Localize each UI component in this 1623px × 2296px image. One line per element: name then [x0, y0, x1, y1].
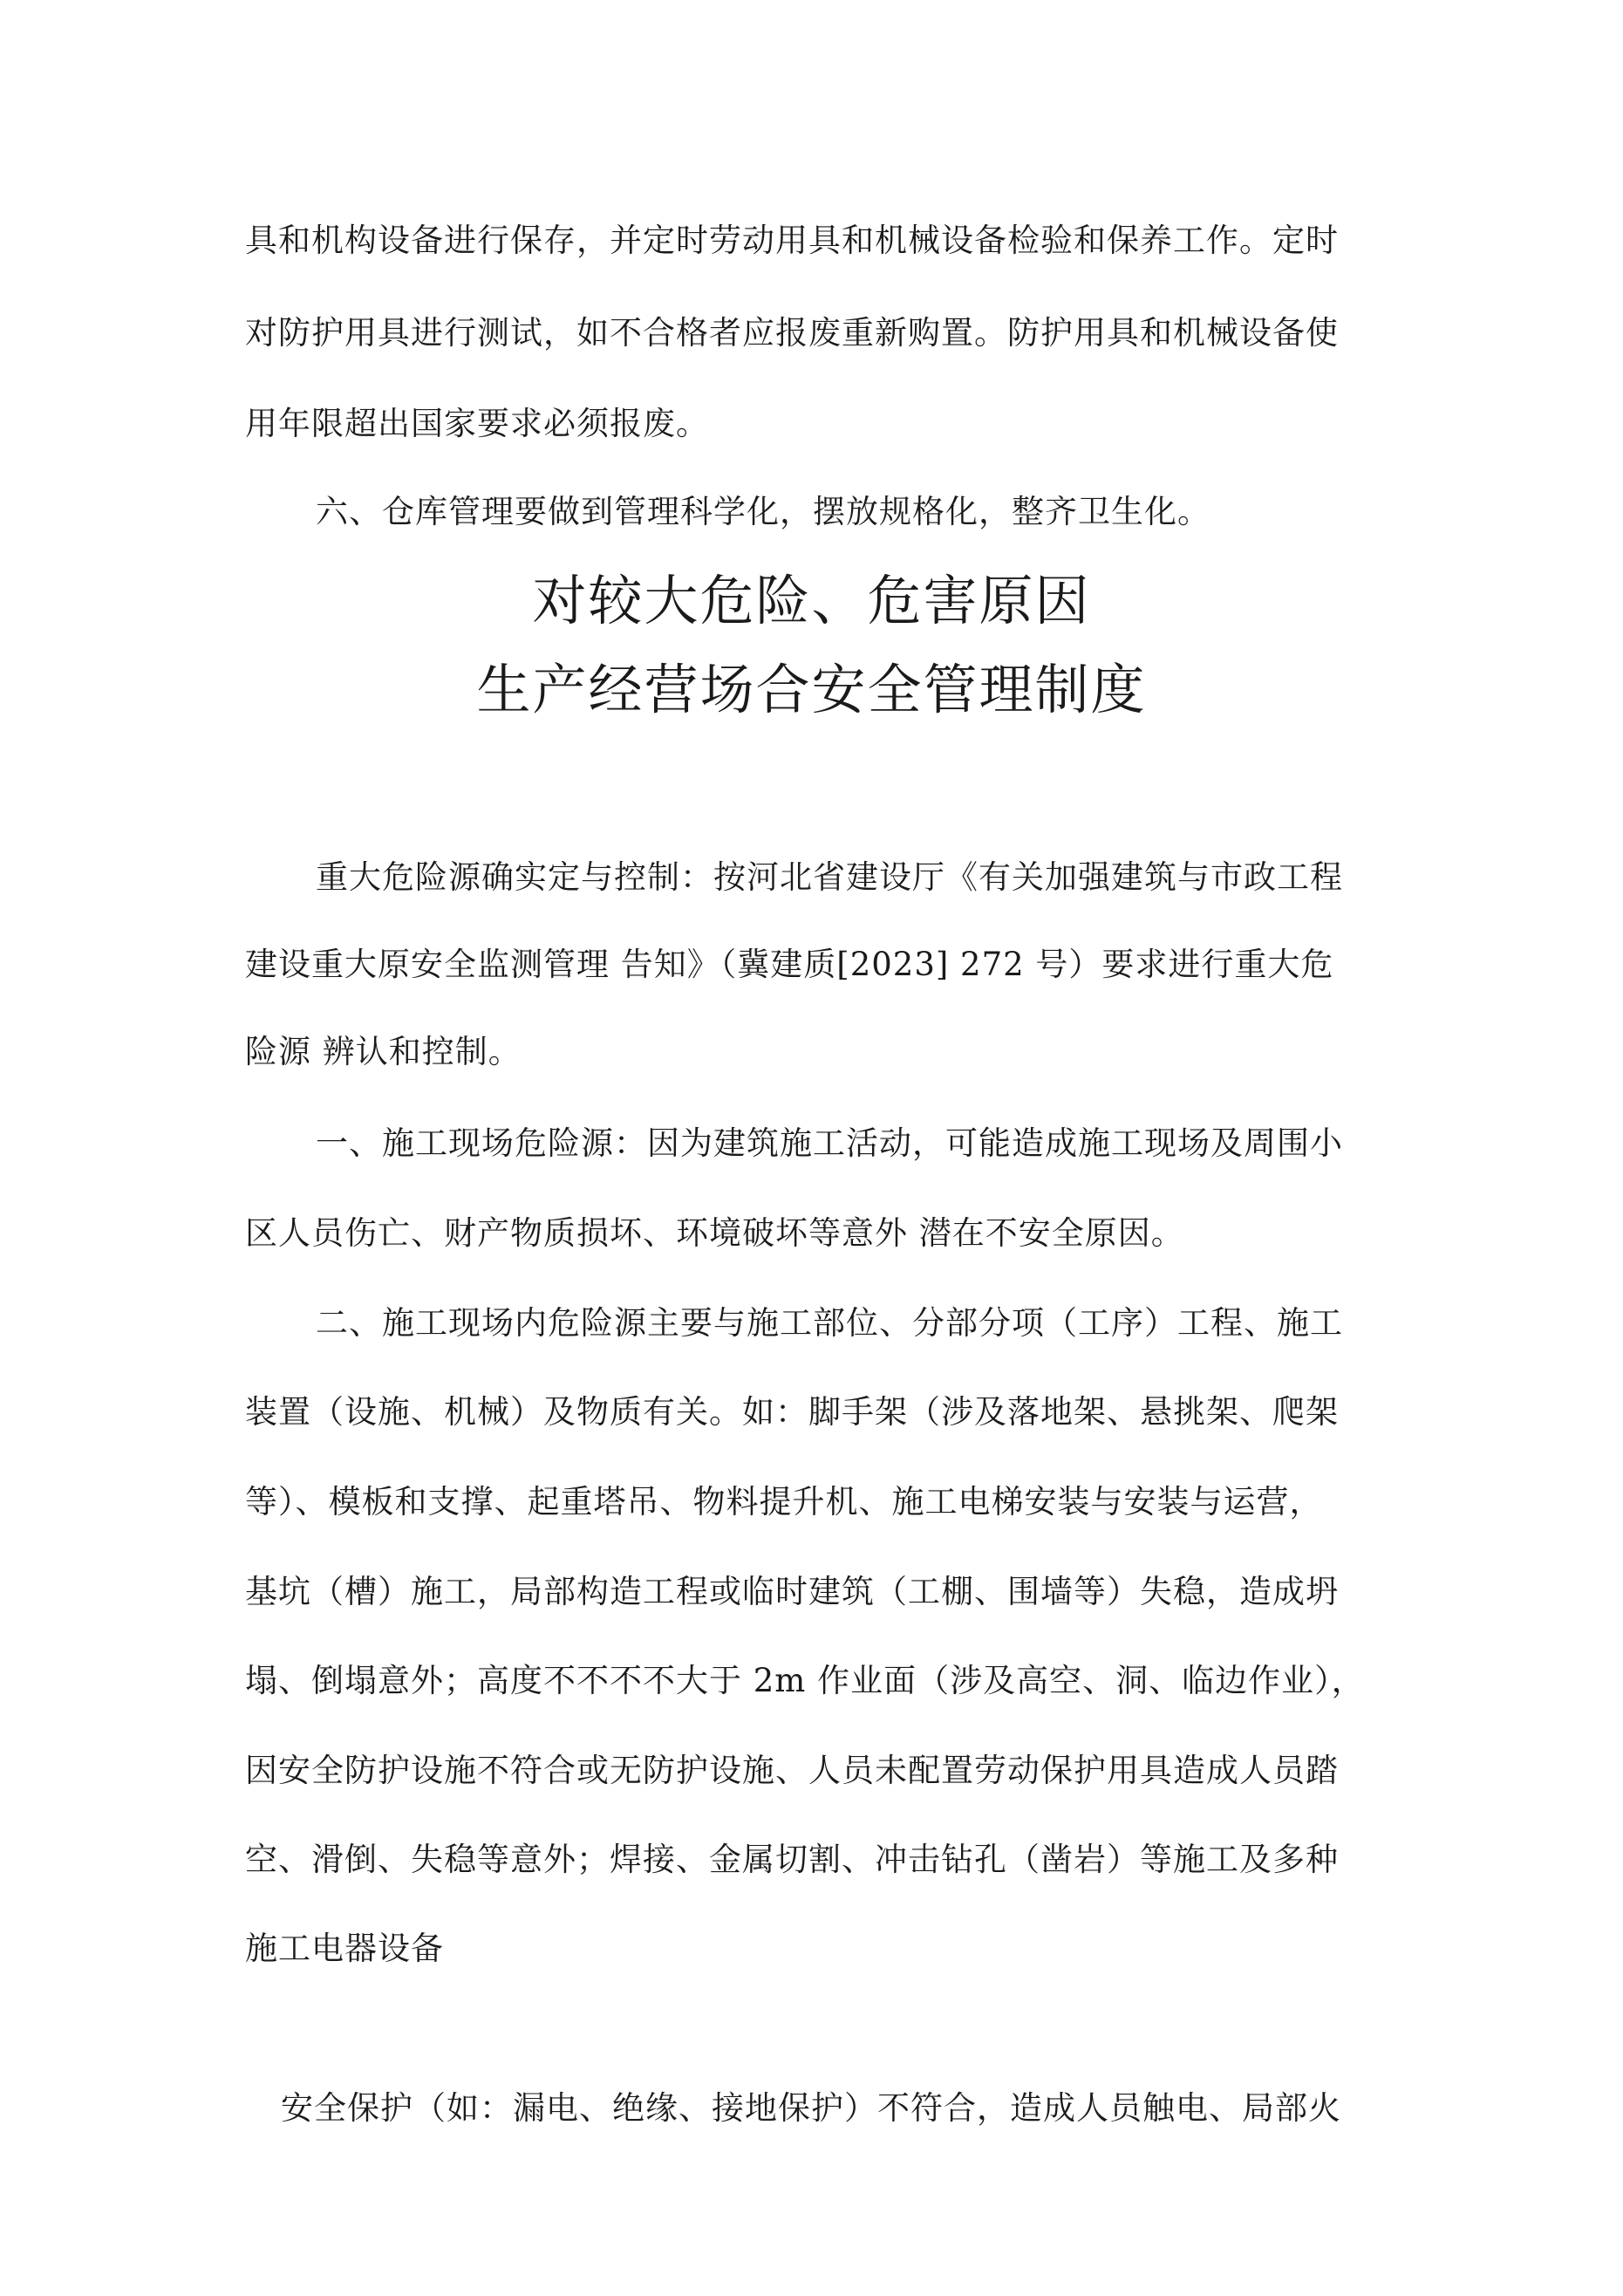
para3-line-4: 基坑（槽）施工，局部构造工程或临时建筑（工棚、围墙等）失稳，造成坍 — [245, 1573, 1339, 1610]
intro-line-2: 对防护用具进行测试，如不合格者应报废重新购置。防护用具和机械设备使 — [245, 314, 1339, 352]
para3-line-8: 施工电器设备 — [245, 1930, 444, 1967]
para4-line-1: 安全保护（如：漏电、绝缘、接地保护）不符合，造成人员触电、局部火 — [281, 2089, 1341, 2127]
item-six: 六、仓库管理要做到管理科学化，摆放规格化，整齐卫生化。 — [316, 493, 1210, 530]
para2-line-1: 一、施工现场危险源：因为建筑施工活动，可能造成施工现场及周围小 — [316, 1124, 1343, 1162]
para1-line-1: 重大危险源确实定与控制：按河北省建设厅《有关加强建筑与市政工程 — [316, 858, 1343, 896]
para1-line-3: 险源 辨认和控制。 — [245, 1033, 522, 1070]
para3-line-5: 塌、倒塌意外；高度不不不不大于 2m 作业面（涉及高空、洞、临边作业）， — [245, 1662, 1365, 1699]
para3-line-3: 等）、模板和支撑、起重塔吊、物料提升机、施工电梯安装与安装与运营， — [245, 1483, 1323, 1520]
para3-line-7: 空、滑倒、失稳等意外；焊接、金属切割、冲击钻孔（凿岩）等施工及多种 — [245, 1841, 1339, 1878]
intro-line-3: 用年限超出国家要求必须报废。 — [245, 405, 709, 442]
para3-line-6: 因安全防护设施不符合或无防护设施、人员未配置劳动保护用具造成人员踏 — [245, 1752, 1339, 1789]
para3-line-1: 二、施工现场内危险源主要与施工部位、分部分项（工序）工程、施工 — [316, 1304, 1343, 1342]
para2-line-2: 区人员伤亡、财产物质损坏、环境破坏等意外 潜在不安全原因。 — [245, 1214, 1184, 1252]
para1-line-2: 建设重大原安全监测管理 告知》（冀建质[2023] 272 号）要求进行重大危 — [245, 946, 1334, 983]
title-line-1: 对较大危险、危害原因 — [532, 569, 1091, 632]
intro-line-1: 具和机构设备进行保存，并定时劳动用具和机械设备检验和保养工作。定时 — [245, 222, 1339, 259]
para3-line-2: 装置（设施、机械）及物质有关。如：脚手架（涉及落地架、悬挑架、爬架 — [245, 1393, 1339, 1431]
title-line-2: 生产经营场合安全管理制度 — [476, 658, 1147, 721]
